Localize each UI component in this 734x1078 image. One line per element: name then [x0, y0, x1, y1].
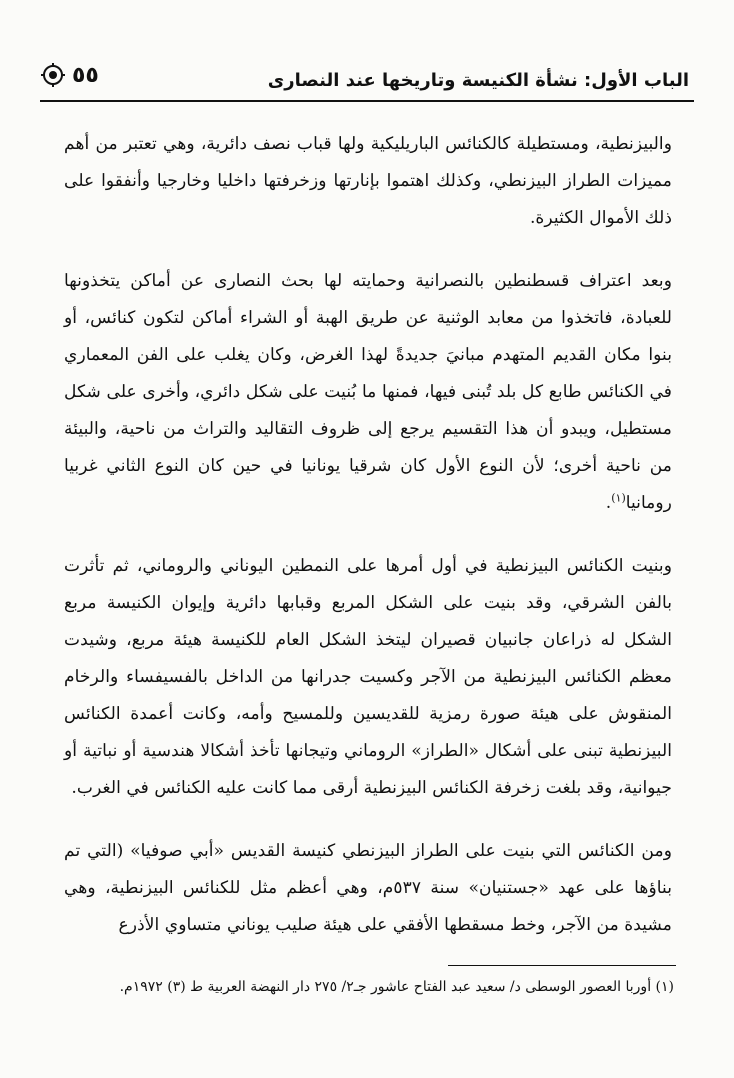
footnote-reference[interactable]: (١) — [611, 491, 626, 505]
page-number-box — [40, 62, 99, 88]
running-title: الباب الأول: نشأة الكنيسة وتاريخها عند النصارى — [267, 70, 689, 91]
page-number: ٥٥ — [72, 62, 99, 88]
paragraph-2-end: . — [605, 493, 612, 513]
footnote: (١) أوربا العصور الوسطى د/ سعيد عبد الفتاح عاشور جـ٢/ ٢٧٥ دار النهضة العربية ط (٣) ١٩٧٢م. — [119, 979, 674, 995]
body-text — [64, 126, 672, 944]
paragraph-3: وبنيت الكنائس البيزنطية في أول أمرها على النمطين اليوناني والروماني، ثم تأثرت بالفن الشرقي، وقد بنيت على الشكل المربع وقبابها دائرية وإيوان الكنيسة مربع الشكل له ذراعان جانبيان قصيران ليتخذ الشكل العام للكنيسة هيئة مربع، وشيدت معظم الكنائس البيزنطية من الآجر وكسيت جدرانها من الداخل بالفسيفساء والرخام المنقوش على هيئة صورة رمزية للقديسين وللمسيح وأمه، وكانت أعمدة الكنائس البيزنطية تبنى على أشكال «الطراز» الروماني وتيجانها تأخذ أشكالا هندسية أو نباتية أو جيوانية، وقد بلغت زخرفة الكنائس البيزنطية أرقى مما كانت عليه الكنائس في الغرب. — [64, 556, 672, 798]
ornament-icon — [40, 62, 66, 88]
paragraph-4: ومن الكنائس التي بنيت على الطراز البيزنطي كنيسة القديس «أبي صوفيا» (التي تم بناؤها على عهد «جستنيان» سنة ٥٣٧م، وهي أعظم مثل للكنائس البيزنطية، وهي مشيدة من الآجر، وخط مسقطها الأفقي على هيئة صليب يوناني متساوي الأذرع — [64, 841, 672, 935]
page-header — [40, 60, 694, 102]
paragraph-1: والبيزنطية، ومستطيلة كالكنائس الباريليكية ولها قباب نصف دائرية، وهي تعتبر من أهم مميزات الطراز البيزنطي، وكذلك اهتموا بإنارتها وزخرفتها داخليا وخارجيا وأنفقوا على ذلك الأموال الكثيرة. — [64, 134, 672, 228]
paragraph-2-text: وبعد اعتراف قسطنطين بالنصرانية وحمايته لها بحث النصارى عن أماكن يتخذونها للعبادة، فاتخذوا من معابد الوثنية عن طريق الهبة أو الشراء أماكن لتكون كنائس، أو بنوا مكان القديم المتهدم مبانيَ جديدةً لهذا الغرض، وكان يغلب على الفن المعماري في الكنائس طابع كل بلد تُبنى فيها، فمنها ما بُنيت على شكل دائري، وأخرى على شكل مستطيل، ويبدو أن هذا التقسيم يرجع إلى ظروف التقاليد والتراث من ناحية، والبيئة من ناحية أخرى؛ لأن النوع الأول كان شرقيا يونانيا في حين كان النوع الثاني غربيا رومانيا — [64, 271, 672, 513]
paragraph-2 — [64, 263, 672, 522]
footnote-divider — [448, 965, 676, 966]
